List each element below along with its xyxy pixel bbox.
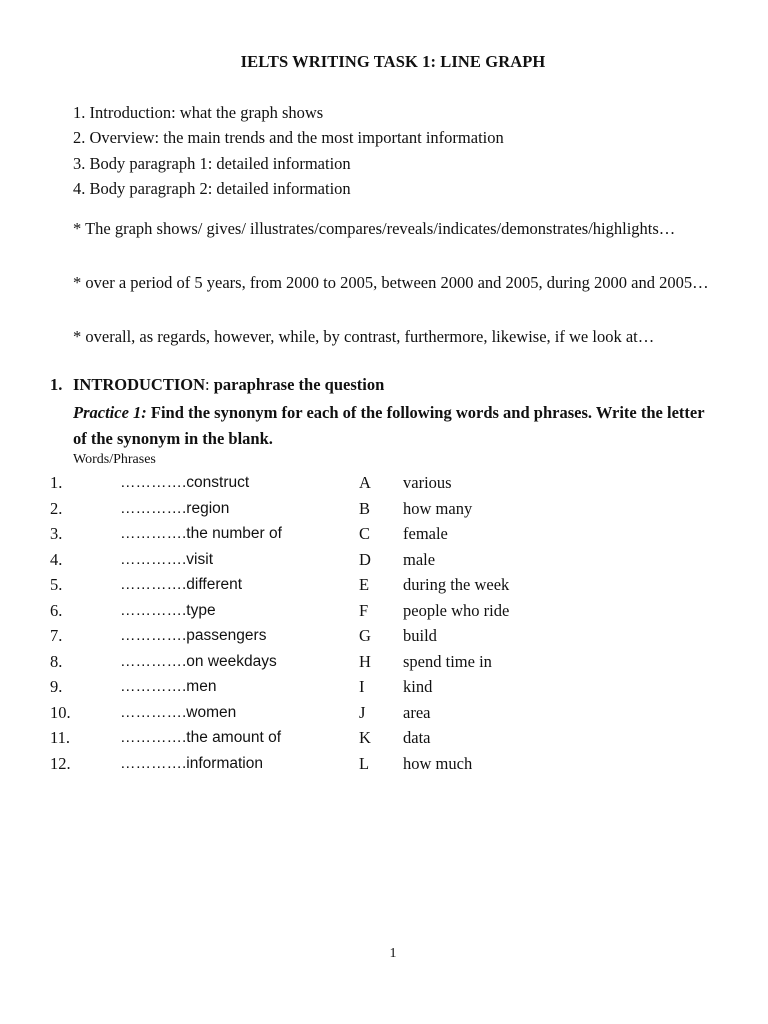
- exercise-row: [0, 727, 768, 753]
- item-phrase: ………….the amount of: [120, 729, 282, 746]
- synonym-text: build: [403, 626, 437, 645]
- item-number: 10.: [50, 702, 71, 722]
- note-verbs: * The graph shows/ gives/ illustrates/compares/reveals/indicates/demonstrates/highlights…: [73, 219, 676, 238]
- synonym-text: various: [403, 473, 452, 492]
- exercise-row: [0, 753, 768, 779]
- synonym-letter: A: [359, 473, 371, 492]
- exercise-row: [0, 651, 768, 677]
- synonym-text: kind: [403, 677, 433, 696]
- item-phrase: ………….visit: [120, 550, 213, 568]
- synonym-text: spend time in: [403, 651, 492, 671]
- outline-item: 2. Overview: the main trends and the most important information: [73, 128, 504, 148]
- item-phrase: ………….on weekdays: [120, 652, 277, 670]
- item-phrase: ………….the number of: [120, 525, 282, 542]
- synonym-letter: F: [359, 600, 369, 620]
- matching-exercise: [0, 472, 768, 778]
- exercise-row: [0, 549, 768, 575]
- synonym-text: area: [403, 702, 431, 722]
- section-subheading: paraphrase the question: [209, 375, 385, 394]
- item-number: 8.: [50, 651, 63, 671]
- section-number: 1.: [50, 375, 63, 394]
- section-heading-title: INTRODUCTION: [73, 375, 206, 394]
- item-number: 3.: [50, 524, 63, 543]
- item-number: 11.: [50, 728, 71, 747]
- exercise-row: [0, 676, 768, 702]
- outline-item: 4. Body paragraph 2: detailed information: [73, 178, 351, 198]
- note-periods: * over a period of 5 years, from 2000 to 2005, between 2000 and 2005, during 2000 and 2005…: [73, 273, 709, 292]
- page-number: 1: [389, 946, 397, 961]
- synonym-text: people who ride: [403, 600, 510, 620]
- item-phrase: ………….different: [120, 576, 243, 593]
- item-phrase: ………….men: [120, 678, 217, 695]
- item-phrase: ………….region: [120, 499, 230, 517]
- item-number: 5.: [50, 575, 63, 594]
- outline-item: 1. Introduction: what the graph shows: [73, 103, 324, 122]
- exercise-row: [0, 702, 768, 728]
- exercise-row: [0, 498, 768, 524]
- synonym-text: female: [403, 524, 448, 543]
- synonym-letter: H: [359, 651, 371, 671]
- practice-label: Practice 1:: [73, 403, 147, 422]
- essay-outline: [73, 103, 504, 204]
- synonym-text: data: [403, 728, 431, 747]
- synonym-letter: K: [359, 728, 371, 747]
- item-number: 4.: [50, 549, 63, 569]
- synonym-letter: C: [359, 524, 371, 543]
- exercise-row: [0, 600, 768, 626]
- item-phrase: ………….type: [120, 601, 216, 619]
- practice-instruction: [73, 400, 713, 452]
- synonym-letter: L: [359, 753, 370, 773]
- item-phrase: ………….construct: [120, 474, 250, 491]
- note-linkers: * overall, as regards, however, while, by contrast, furthermore, likewise, if we look at…: [73, 327, 655, 346]
- exercise-row: [0, 472, 768, 498]
- exercise-row: [0, 523, 768, 549]
- item-number: 6.: [50, 600, 63, 620]
- synonym-text: during the week: [403, 575, 510, 594]
- page-title: IELTS WRITING TASK 1: LINE GRAPH: [240, 52, 546, 71]
- item-phrase: ………….passengers: [120, 627, 267, 644]
- section-heading-colon: :: [205, 375, 210, 394]
- synonym-letter: D: [359, 549, 371, 569]
- synonym-letter: B: [359, 498, 371, 518]
- synonym-text: male: [403, 549, 436, 569]
- words-phrases-label: Words/Phrases: [73, 452, 156, 467]
- synonym-letter: I: [359, 677, 365, 696]
- item-number: 9.: [50, 677, 63, 696]
- item-phrase: ………….women: [120, 703, 237, 721]
- outline-item: 3. Body paragraph 1: detailed information: [73, 153, 351, 173]
- synonym-text: how many: [403, 498, 473, 518]
- section-heading: [73, 375, 384, 395]
- exercise-row: [0, 574, 768, 600]
- exercise-row: [0, 625, 768, 651]
- synonym-text: how much: [403, 753, 473, 773]
- item-number: 12.: [50, 753, 71, 773]
- synonym-letter: E: [359, 575, 370, 594]
- item-phrase: ………….information: [120, 754, 263, 772]
- item-number: 2.: [50, 498, 63, 518]
- practice-text: Find the synonym for each of the following words and phrases. Write the letter of the synonym in the blank.: [73, 403, 705, 448]
- synonym-letter: J: [359, 702, 366, 722]
- item-number: 1.: [50, 473, 63, 492]
- synonym-letter: G: [359, 626, 371, 645]
- item-number: 7.: [50, 626, 63, 645]
